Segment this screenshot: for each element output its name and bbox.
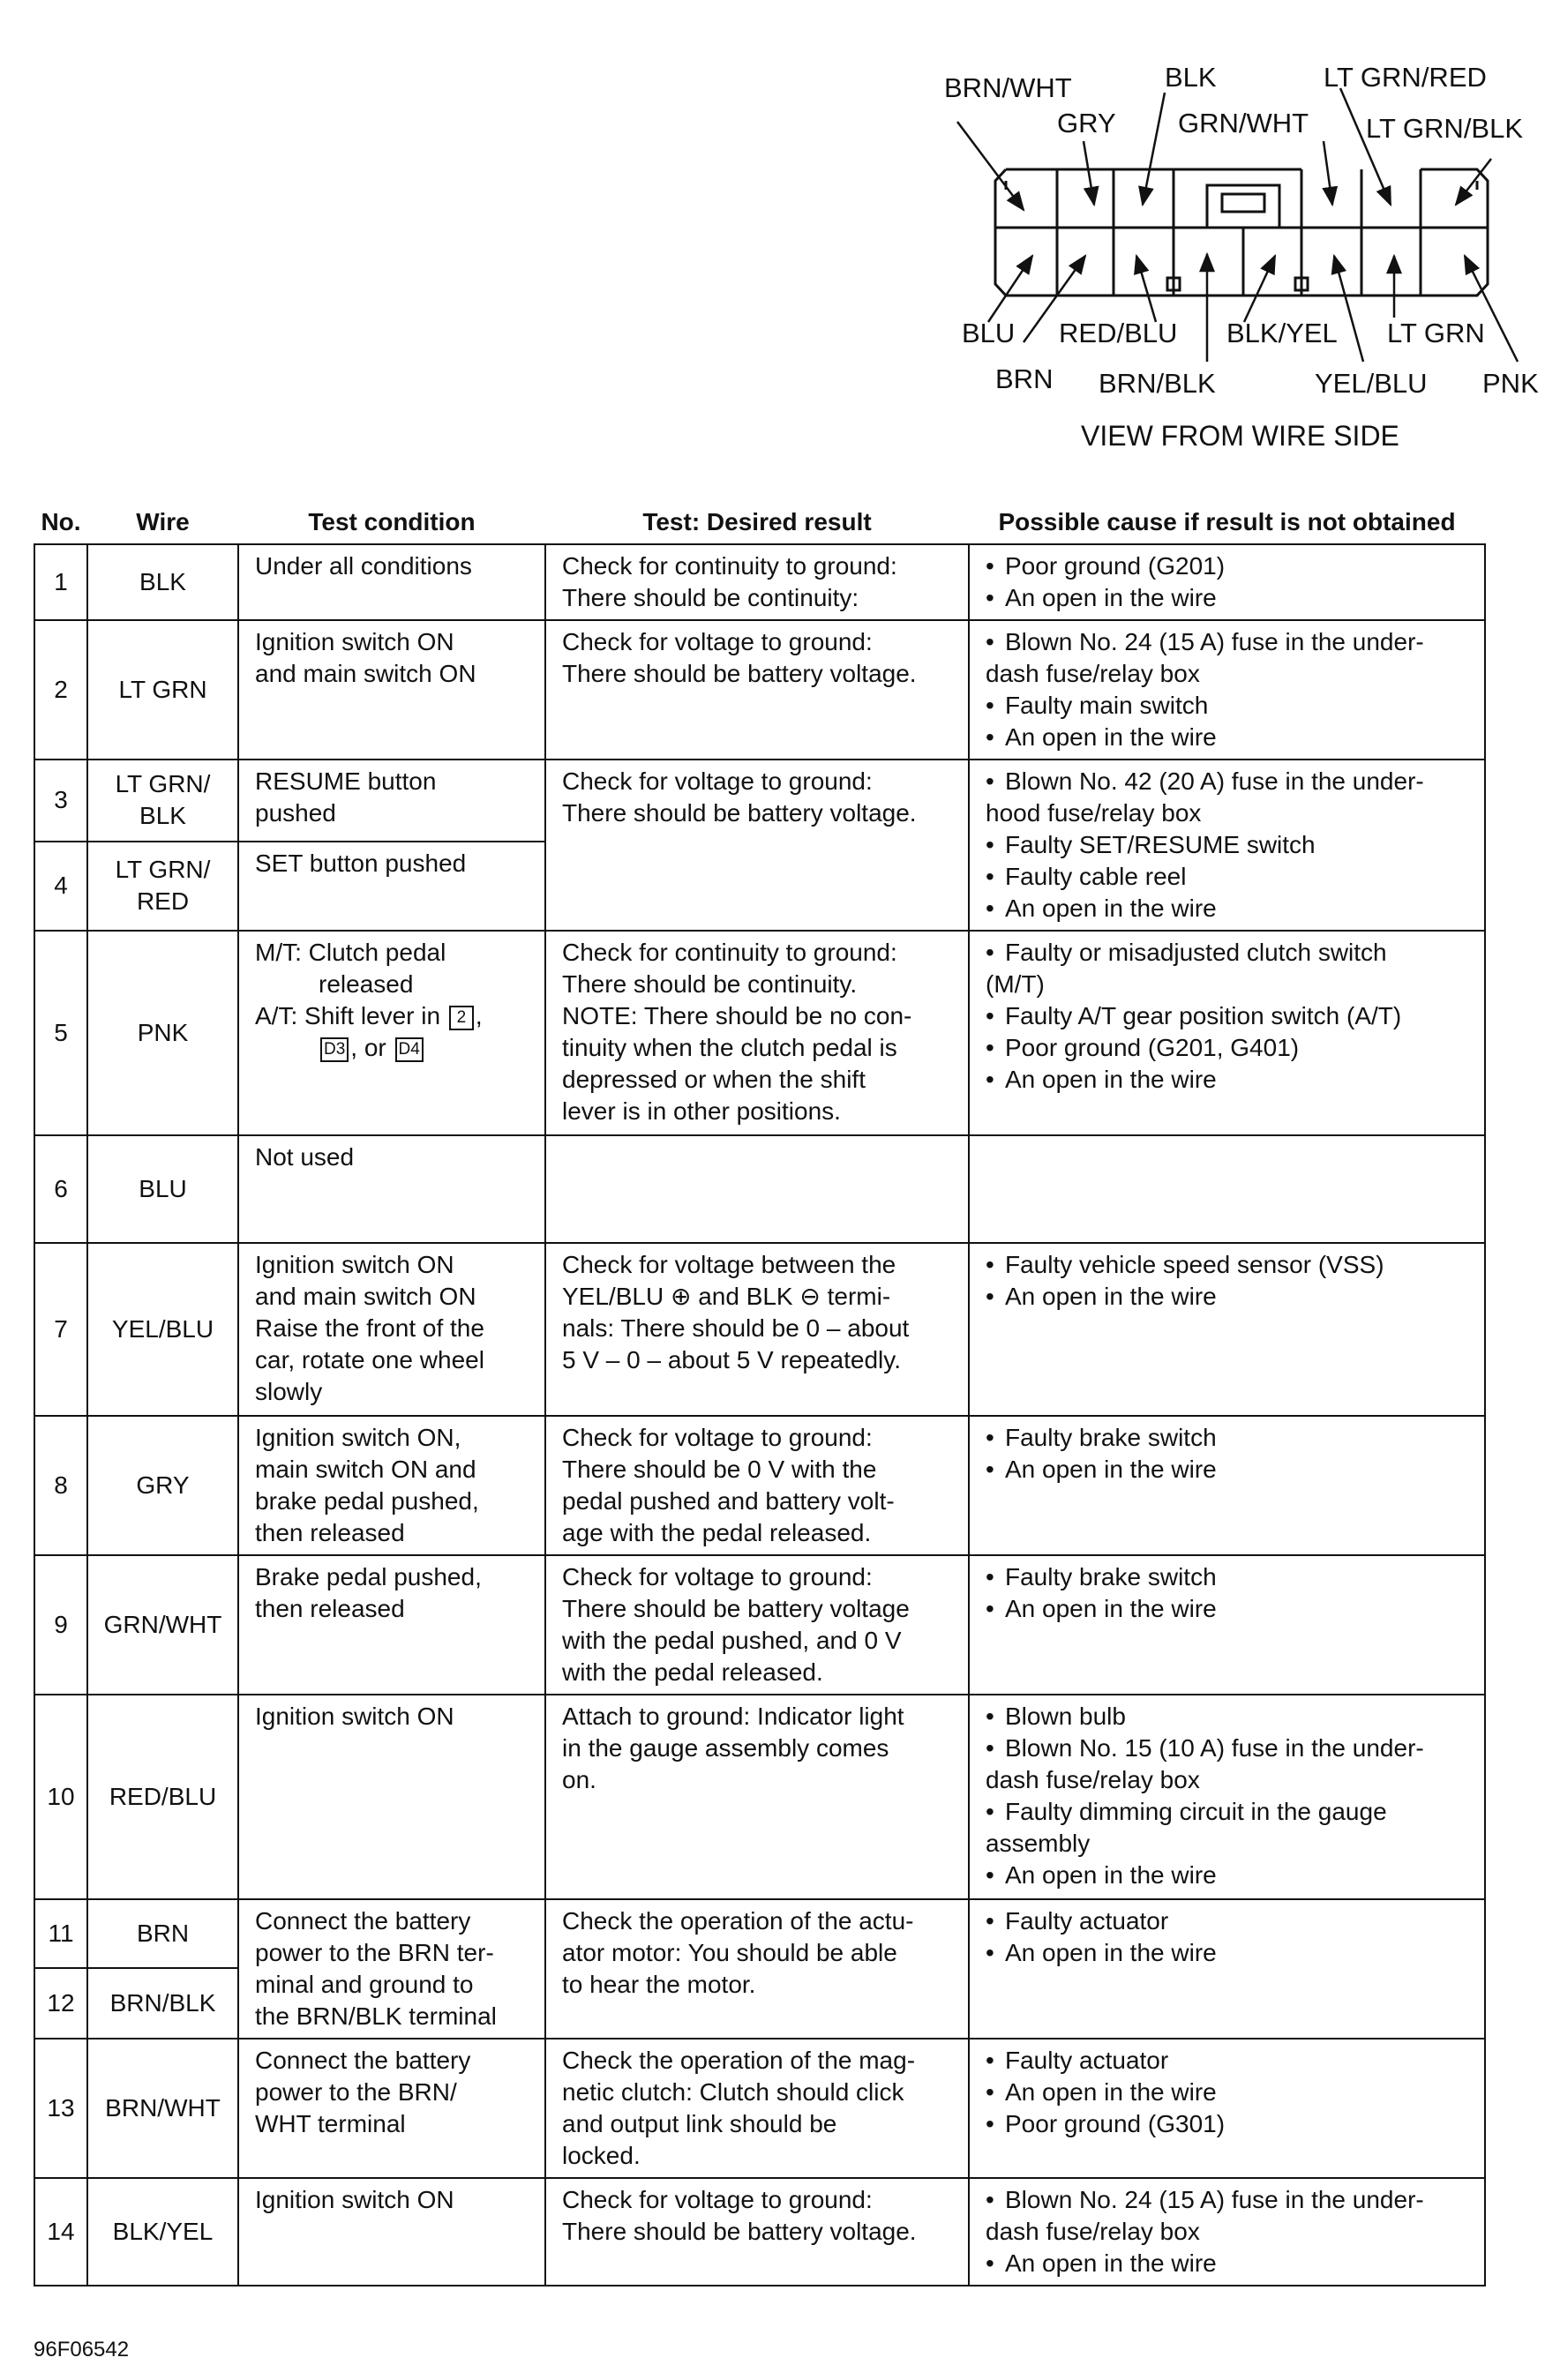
row-condition: Ignition switch ON, main switch ON and brake pedal pushed, then released (238, 1416, 545, 1555)
row-causes (969, 1416, 1485, 1555)
row-result: Check for voltage to ground: There should be 0 V with the pedal pushed and battery volt- age with the pedal released. (545, 1416, 969, 1555)
leader-blk-yel (1244, 256, 1275, 322)
row-number: 4 (34, 842, 87, 931)
row-wire: YEL/BLU (87, 1243, 238, 1416)
row-number: 1 (34, 544, 87, 620)
cause-item: • Faulty A/T gear position switch (A/T) (986, 1000, 1474, 1032)
label-brn-blk: BRN/BLK (1099, 368, 1216, 399)
cause-item: • Poor ground (G301) (986, 2108, 1474, 2140)
row-number: 2 (34, 620, 87, 760)
table-row (34, 1555, 1485, 1695)
table-row (34, 1695, 1485, 1899)
connector-key (1207, 185, 1279, 228)
row-result: Check for voltage to ground: There should be battery voltage with the pedal pushed, and 0 V with the pedal released. (545, 1555, 969, 1695)
cause-item: • Blown No. 42 (20 A) fuse in the under- hood fuse/relay box (986, 766, 1474, 829)
table-row (34, 544, 1485, 620)
row-result: Check for voltage to ground: There should be battery voltage. (545, 2178, 969, 2286)
row-result: Check for voltage between the YEL/BLU ⊕ and BLK ⊖ termi- nals: There should be 0 – about 5 V – 0 – about 5 V repeatedly. (545, 1243, 969, 1416)
cause-item: • Poor ground (G201, G401) (986, 1032, 1474, 1064)
leader-lt-grn-blk (1456, 159, 1491, 205)
row-number: 9 (34, 1555, 87, 1695)
row-causes (969, 1899, 1485, 2039)
row-causes (969, 1135, 1485, 1243)
row-result: Check the operation of the mag- netic clutch: Clutch should click and output link should be locked. (545, 2039, 969, 2178)
gear-d4-mark: D4 (395, 1037, 424, 1062)
leader-yel-blu (1334, 256, 1363, 362)
header-test-condition: Test condition (308, 508, 476, 535)
row-causes (969, 2178, 1485, 2286)
leader-brn-wht (957, 122, 1024, 210)
row-number: 8 (34, 1416, 87, 1555)
row-result: Check for continuity to ground: There should be continuity: (545, 544, 969, 620)
row-condition: Ignition switch ON (238, 2178, 545, 2286)
row-causes (969, 2039, 1485, 2178)
row-result: Check the operation of the actu- ator motor: You should be able to hear the motor. (545, 1899, 969, 2039)
row-causes (969, 1555, 1485, 1695)
leader-blk (1143, 93, 1165, 205)
row-number: 7 (34, 1243, 87, 1416)
cause-item: • An open in the wire (986, 2248, 1474, 2279)
row-wire: GRY (87, 1416, 238, 1555)
row-condition: RESUME button pushed (238, 760, 545, 842)
row-condition: Brake pedal pushed, then released (238, 1555, 545, 1695)
leader-gry (1084, 141, 1094, 205)
row-wire: GRN/WHT (87, 1555, 238, 1695)
label-lt-grn-blk: LT GRN/BLK (1366, 113, 1524, 144)
cause-item: • An open in the wire (986, 1454, 1474, 1486)
row-wire: BRN/WHT (87, 2039, 238, 2178)
row-condition: Ignition switch ON (238, 1695, 545, 1899)
table-row (34, 760, 1485, 842)
row-result: Check for continuity to ground: There should be continuity. NOTE: There should be no con- tinuity when the clutch pedal is depressed or when the shift lever is in other positions. (545, 931, 969, 1135)
cause-item: • An open in the wire (986, 1593, 1474, 1625)
row-wire: LT GRN/ RED (87, 842, 238, 931)
header-desired-result: Test: Desired result (642, 508, 872, 535)
cause-item: • Faulty vehicle speed sensor (VSS) (986, 1249, 1474, 1281)
cause-item: • Poor ground (G201) (986, 550, 1474, 582)
row-number: 12 (34, 1968, 87, 2039)
cause-item: • An open in the wire (986, 893, 1474, 924)
row-causes (969, 931, 1485, 1135)
label-blu: BLU (962, 318, 1016, 348)
cause-item: • An open in the wire (986, 1064, 1474, 1096)
table-row (34, 2039, 1485, 2178)
row-number: 14 (34, 2178, 87, 2286)
row-condition: Ignition switch ON and main switch ON Raise the front of the car, rotate one wheel slowly (238, 1243, 545, 1416)
table-row (34, 1416, 1485, 1555)
cause-item: • Faulty SET/RESUME switch (986, 829, 1474, 861)
table-row (34, 1243, 1485, 1416)
leader-lt-grn-red (1340, 88, 1391, 205)
row-number: 3 (34, 760, 87, 842)
row-condition: Connect the battery power to the BRN ter- minal and ground to the BRN/BLK terminal (238, 1899, 545, 2039)
cause-item: • An open in the wire (986, 1937, 1474, 1969)
row-result: Check for voltage to ground: There should be battery voltage. (545, 620, 969, 760)
cause-item: • Faulty or misadjusted clutch switch (M/T) (986, 937, 1474, 1000)
row-result: Check for voltage to ground: There should be battery voltage. (545, 760, 969, 931)
label-red-blu: RED/BLU (1059, 318, 1178, 348)
row-number: 6 (34, 1135, 87, 1243)
table-row (34, 931, 1485, 1135)
label-lt-grn-red: LT GRN/RED (1324, 62, 1487, 93)
table-row (34, 2178, 1485, 2286)
cause-item: • Faulty brake switch (986, 1561, 1474, 1593)
table-row (34, 620, 1485, 760)
row-causes (969, 1695, 1485, 1899)
cause-item: • Faulty dimming circuit in the gauge assembly (986, 1796, 1474, 1860)
cause-item: • Blown bulb (986, 1701, 1474, 1733)
row-result: Attach to ground: Indicator light in the gauge assembly comes on. (545, 1695, 969, 1899)
row-causes (969, 1243, 1485, 1416)
header-wire: Wire (136, 508, 190, 535)
table-row (34, 1135, 1485, 1243)
row-number: 11 (34, 1899, 87, 1968)
cause-item: • Faulty actuator (986, 1905, 1474, 1937)
cause-item: • Blown No. 15 (10 A) fuse in the under- dash fuse/relay box (986, 1733, 1474, 1796)
row-number: 13 (34, 2039, 87, 2178)
connector-diagram (0, 0, 1560, 476)
cause-item: • Blown No. 24 (15 A) fuse in the under- dash fuse/relay box (986, 626, 1474, 690)
header-possible-cause: Possible cause if result is not obtained (998, 508, 1456, 535)
cause-item: • Blown No. 24 (15 A) fuse in the under- dash fuse/relay box (986, 2184, 1474, 2248)
row-condition: Under all conditions (238, 544, 545, 620)
gear-2-mark: 2 (449, 1006, 474, 1030)
row-result (545, 1135, 969, 1243)
header-no: No. (41, 508, 81, 535)
row-wire: BRN (87, 1899, 238, 1968)
row-wire: LT GRN (87, 620, 238, 760)
row-wire: PNK (87, 931, 238, 1135)
cause-item: • An open in the wire (986, 2077, 1474, 2108)
label-brn: BRN (995, 363, 1054, 394)
table-row (34, 1899, 1485, 1968)
leader-grn-wht (1324, 141, 1332, 205)
label-brn-wht: BRN/WHT (944, 72, 1072, 103)
cause-item: • An open in the wire (986, 722, 1474, 753)
row-number: 10 (34, 1695, 87, 1899)
row-causes (969, 620, 1485, 760)
row-wire: BLU (87, 1135, 238, 1243)
cause-item: • Faulty actuator (986, 2045, 1474, 2077)
row-wire: BRN/BLK (87, 1968, 238, 2039)
label-gry: GRY (1057, 108, 1116, 138)
row-wire: LT GRN/ BLK (87, 760, 238, 842)
leader-red-blu (1136, 256, 1156, 322)
cause-item: • An open in the wire (986, 582, 1474, 614)
diagram-caption: VIEW FROM WIRE SIDE (1081, 420, 1399, 452)
row-causes (969, 544, 1485, 620)
label-pnk: PNK (1482, 368, 1539, 399)
row-causes (969, 760, 1485, 931)
row-wire: BLK (87, 544, 238, 620)
row-condition: M/T: Clutch pedal released A/T: Shift lever in 2 , D3 , or D4 (238, 931, 545, 1135)
gear-d3-mark: D3 (320, 1037, 349, 1062)
row-number: 5 (34, 931, 87, 1135)
row-condition: Ignition switch ON and main switch ON (238, 620, 545, 760)
label-blk: BLK (1165, 62, 1217, 93)
row-wire: BLK/YEL (87, 2178, 238, 2286)
cause-item: • An open in the wire (986, 1860, 1474, 1891)
label-grn-wht: GRN/WHT (1178, 108, 1309, 138)
label-lt-grn: LT GRN (1387, 318, 1485, 348)
cause-item: • An open in the wire (986, 1281, 1474, 1313)
table-header-row (34, 499, 1485, 544)
label-blk-yel: BLK/YEL (1226, 318, 1338, 348)
cause-item: • Faulty cable reel (986, 861, 1474, 893)
row-condition: SET button pushed (238, 842, 545, 931)
row-condition: Connect the battery power to the BRN/ WHT terminal (238, 2039, 545, 2178)
row-wire: RED/BLU (87, 1695, 238, 1899)
wire-test-table (34, 499, 1486, 2286)
cause-item: • Faulty brake switch (986, 1422, 1474, 1454)
label-yel-blu: YEL/BLU (1315, 368, 1428, 399)
row-condition: Not used (238, 1135, 545, 1243)
cause-item: • Faulty main switch (986, 690, 1474, 722)
figure-id: 96F06542 (34, 2338, 130, 2361)
